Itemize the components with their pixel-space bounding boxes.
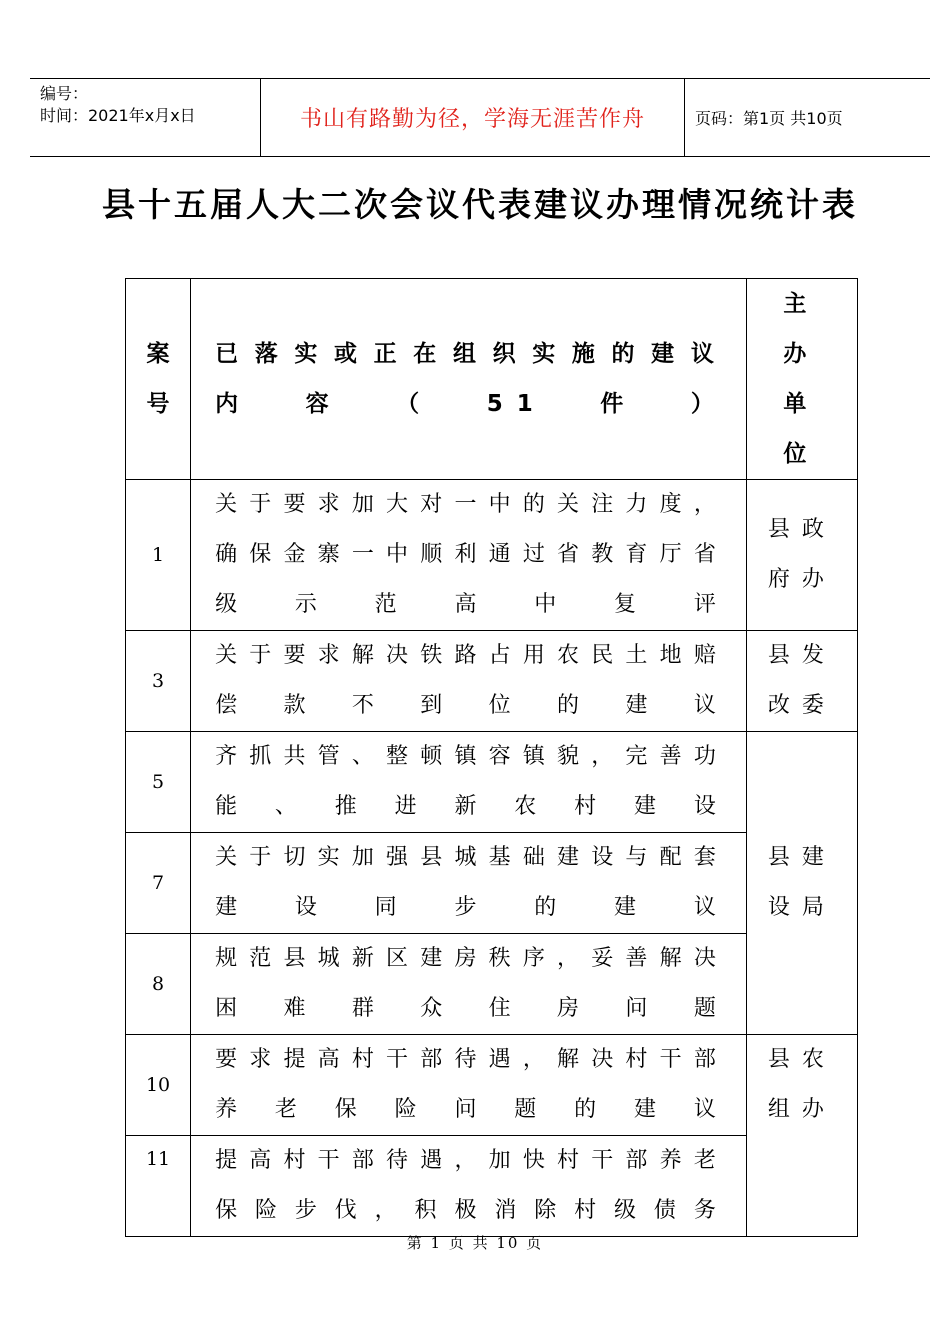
page-info: 页码：第1页 共10页 xyxy=(695,109,843,128)
content: 要求提高村干部待遇，解决村干部养老保险问题的建议 xyxy=(191,1035,747,1136)
code-label: 编号： xyxy=(40,84,89,103)
header-meta xyxy=(30,79,260,156)
case-no: 11 xyxy=(126,1136,191,1237)
table-row xyxy=(126,732,858,833)
page-footer: 第 1 页 共 10 页 xyxy=(406,1234,544,1252)
statistics-table xyxy=(125,278,858,1237)
content: 关于要求解决铁路占用农民土地赔偿款不到位的建议 xyxy=(191,631,747,732)
unit-label: 县建设局 xyxy=(767,845,836,920)
unit xyxy=(746,1035,857,1237)
unit xyxy=(746,732,857,1035)
header-case-no-label: 案号 xyxy=(146,341,170,417)
content: 齐抓共管、整顿镇容镇貌，完善功能、推进新农村建设 xyxy=(191,732,747,833)
content: 关于切实加强县城基础建设与配套建设同步的建议 xyxy=(191,833,747,934)
case-no: 5 xyxy=(126,732,191,833)
case-no: 7 xyxy=(126,833,191,934)
table-row xyxy=(126,480,858,631)
unit xyxy=(746,480,857,631)
case-no: 1 xyxy=(126,480,191,631)
unit xyxy=(746,631,857,732)
unit-label: 县政府办 xyxy=(767,517,836,592)
header-case-no xyxy=(126,279,191,480)
case-no: 3 xyxy=(126,631,191,732)
content: 关于要求加大对一中的关注力度，确保金寨一中顺利通过省教育厅省级示范高中复评 xyxy=(191,480,747,631)
table-row xyxy=(126,631,858,732)
motto: 书山有路勤为径，学海无涯苦作舟 xyxy=(260,79,685,156)
case-no: 10 xyxy=(126,1035,191,1136)
table-header-row xyxy=(126,279,858,480)
unit-label: 县农组办 xyxy=(767,1047,836,1122)
table-row xyxy=(126,1035,858,1136)
unit-label: 县发改委 xyxy=(767,643,836,718)
content: 规范县城新区建房秩序，妥善解决困难群众住房问题 xyxy=(191,934,747,1035)
document-title: 县十五届人大二次会议代表建议办理情况统计表 xyxy=(102,185,858,224)
header-content: 已落实或正在组织实施的建议内容（51件） xyxy=(191,279,747,480)
case-no: 8 xyxy=(126,934,191,1035)
header-unit-label: 主办单位 xyxy=(783,291,821,467)
header-unit xyxy=(746,279,857,480)
time-label: 时间：2021年x月x日 xyxy=(40,106,196,125)
document-header xyxy=(30,78,930,157)
content: 提高村干部待遇，加快村干部养老保险步伐，积极消除村级债务 xyxy=(191,1136,747,1237)
